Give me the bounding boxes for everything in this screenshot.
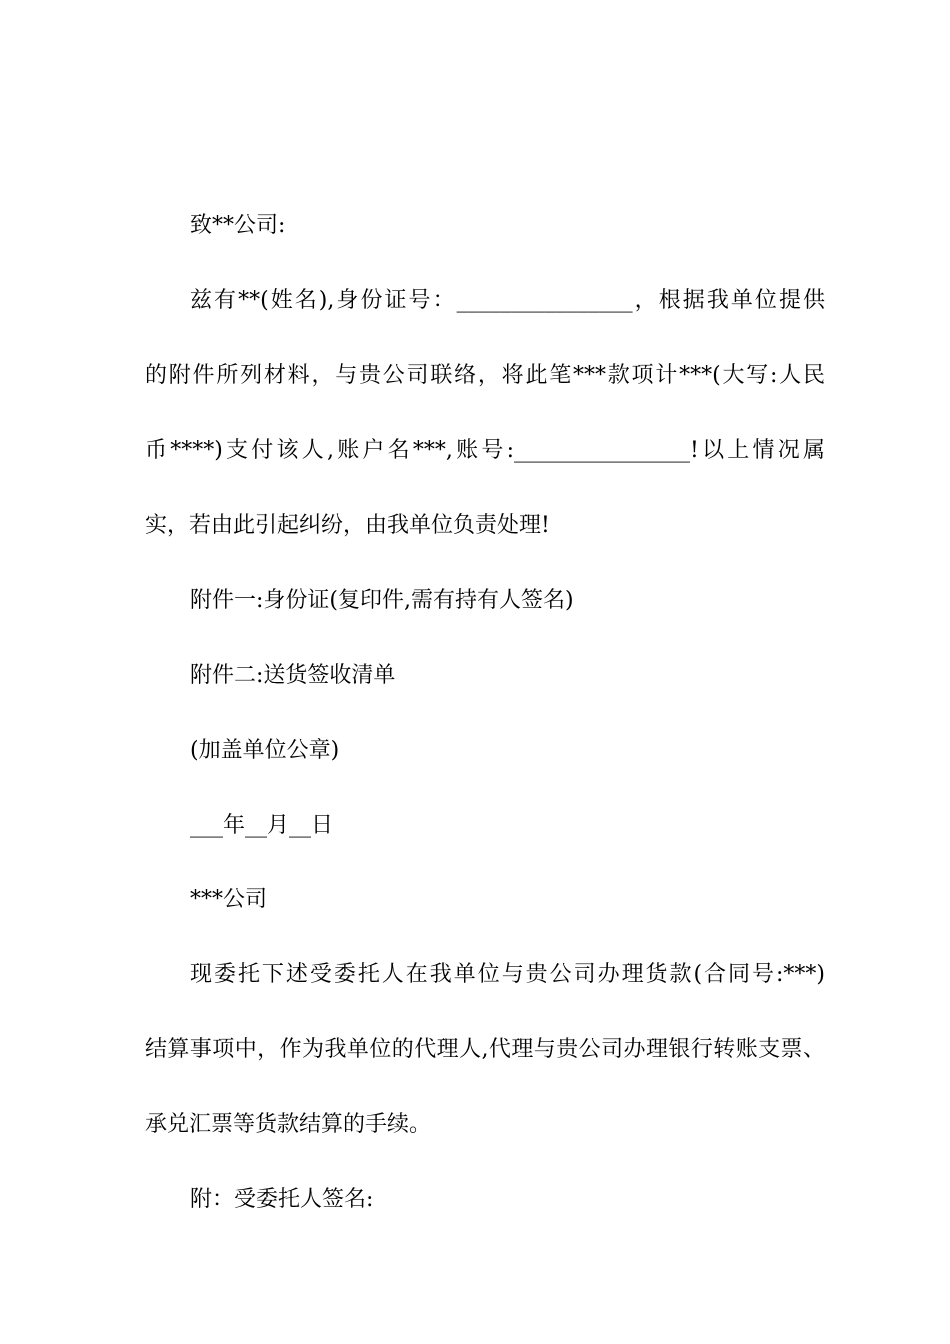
letter-body-line-2: 的附件所列材料，与贵公司联络，将此笔***款项计***(大写:人民	[145, 363, 825, 388]
date-line: ___年__月__日	[190, 813, 334, 838]
authorization-line-2: 结算事项中，作为我单位的代理人,代理与贵公司办理银行转账支票、	[145, 1037, 825, 1062]
company-name: ***公司	[190, 887, 268, 912]
authorization-line-1: 现委托下述受委托人在我单位与贵公司办理货款(合同号:***)	[190, 962, 825, 987]
salutation: 致**公司:	[190, 213, 286, 238]
authorization-line-3: 承兑汇票等货款结算的手续。	[145, 1112, 432, 1137]
attachment-2: 附件二:送货签收清单	[190, 663, 396, 688]
signature-line: 附：受委托人签名:	[190, 1187, 374, 1212]
letter-body-line-1: 兹有**(姓名),身份证号：________________，根据我单位提供	[190, 288, 825, 313]
letter-body-line-3: 币****)支付该人,账户名***,账号:________________!以上情况属	[145, 438, 825, 463]
attachment-1: 附件一:身份证(复印件,需有持有人签名)	[190, 588, 574, 613]
letter-body-line-4: 实，若由此引起纠纷，由我单位负责处理!	[145, 513, 550, 538]
seal-note: (加盖单位公章)	[190, 738, 340, 763]
